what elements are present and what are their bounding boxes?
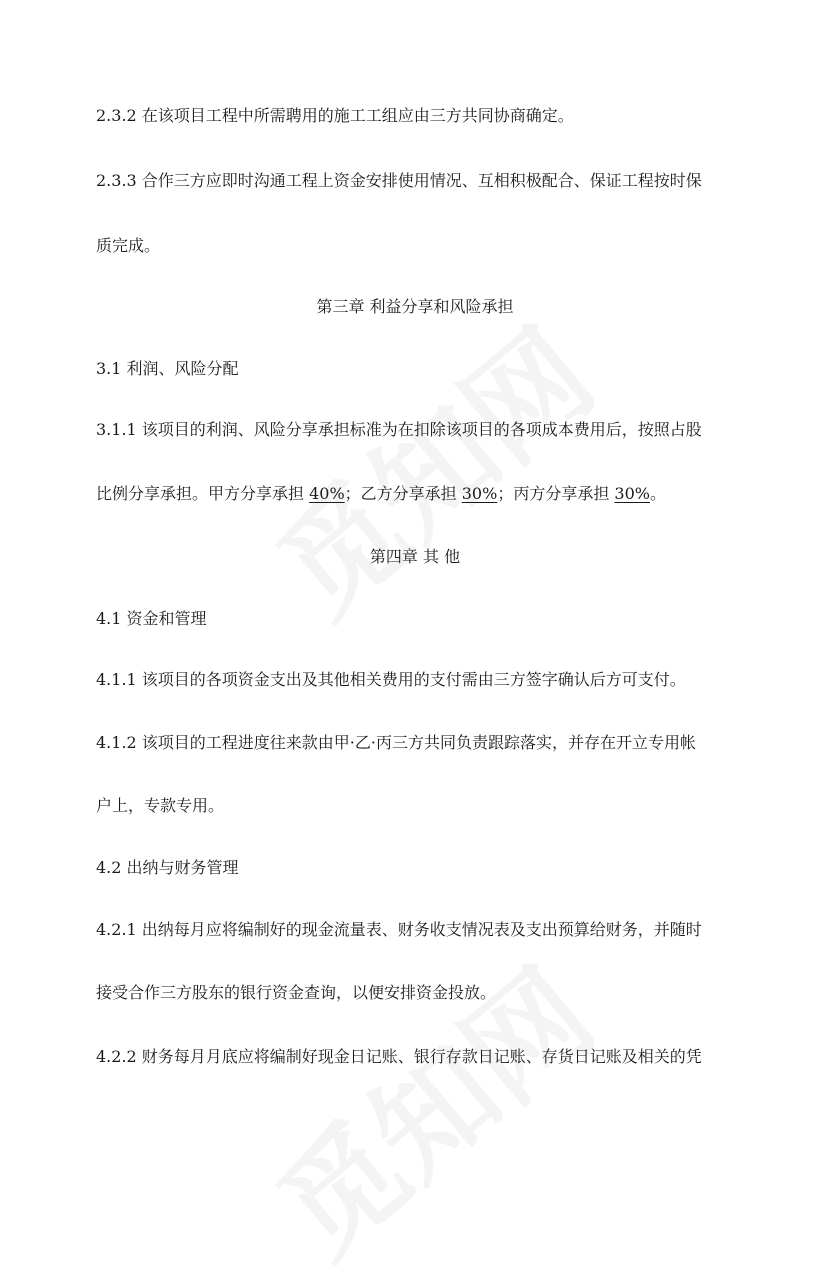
text: 。 [649, 484, 666, 503]
section-3-1-heading: 3.1 利润、风险分配 [96, 359, 239, 378]
paragraph-4-2-2-line1: 4.2.2 财务每月月底应将编制好现金日记账、银行存款日记账、存货日记账及相关的凭 [96, 1047, 702, 1066]
chapter-4-heading: 第四章 其 他 [369, 547, 461, 566]
section-4-2-heading: 4.2 出纳与财务管理 [96, 858, 239, 877]
party-a-share: 40% [309, 484, 345, 503]
paragraph-4-1-1: 4.1.1 该项目的各项资金支出及其他相关费用的支付需由三方签字确认后方可支付。 [96, 670, 686, 689]
chapter-3-heading: 第三章 利益分享和风险承担 [316, 297, 514, 316]
paragraph-4-2-1-line2: 接受合作三方股东的银行资金查询，以便安排资金投放。 [96, 983, 497, 1002]
section-4-1-heading: 4.1 资金和管理 [96, 609, 207, 628]
party-b-share: 30% [461, 484, 498, 503]
paragraph-4-2-1-line1: 4.2.1 出纳每月应将编制好的现金流量表、财务收支情况表及支出预算给财务，并随时 [96, 920, 702, 939]
text: 比例分享承担。甲方分享承担 [96, 484, 310, 503]
watermark [237, 284, 623, 647]
watermark [237, 924, 623, 1287]
party-c-share: 30% [614, 484, 650, 503]
paragraph-4-1-2-line2: 户上，专款专用。 [96, 796, 225, 815]
paragraph-2-3-2: 2.3.2 在该项目工程中所需聘用的施工工组应由三方共同协商确定。 [96, 106, 574, 125]
paragraph-2-3-3-line2: 质完成。 [96, 236, 161, 255]
paragraph-3-1-1-line2 [96, 482, 746, 506]
paragraph-4-1-2-line1: 4.1.2 该项目的工程进度往来款由甲·乙·丙三方共同负责跟踪落实，并存在开立专用帐 [96, 733, 696, 752]
paragraph-3-1-1-line1: 3.1.1 该项目的利润、风险分享承担标准为在扣除该项目的各项成本费用后，按照占股 [96, 420, 702, 439]
paragraph-2-3-3-line1: 2.3.3 合作三方应即时沟通工程上资金安排使用情况、互相积极配合、保证工程按时保 [96, 171, 702, 190]
text: ；乙方分享承担 [344, 484, 462, 503]
text: ；丙方分享承担 [497, 484, 615, 503]
